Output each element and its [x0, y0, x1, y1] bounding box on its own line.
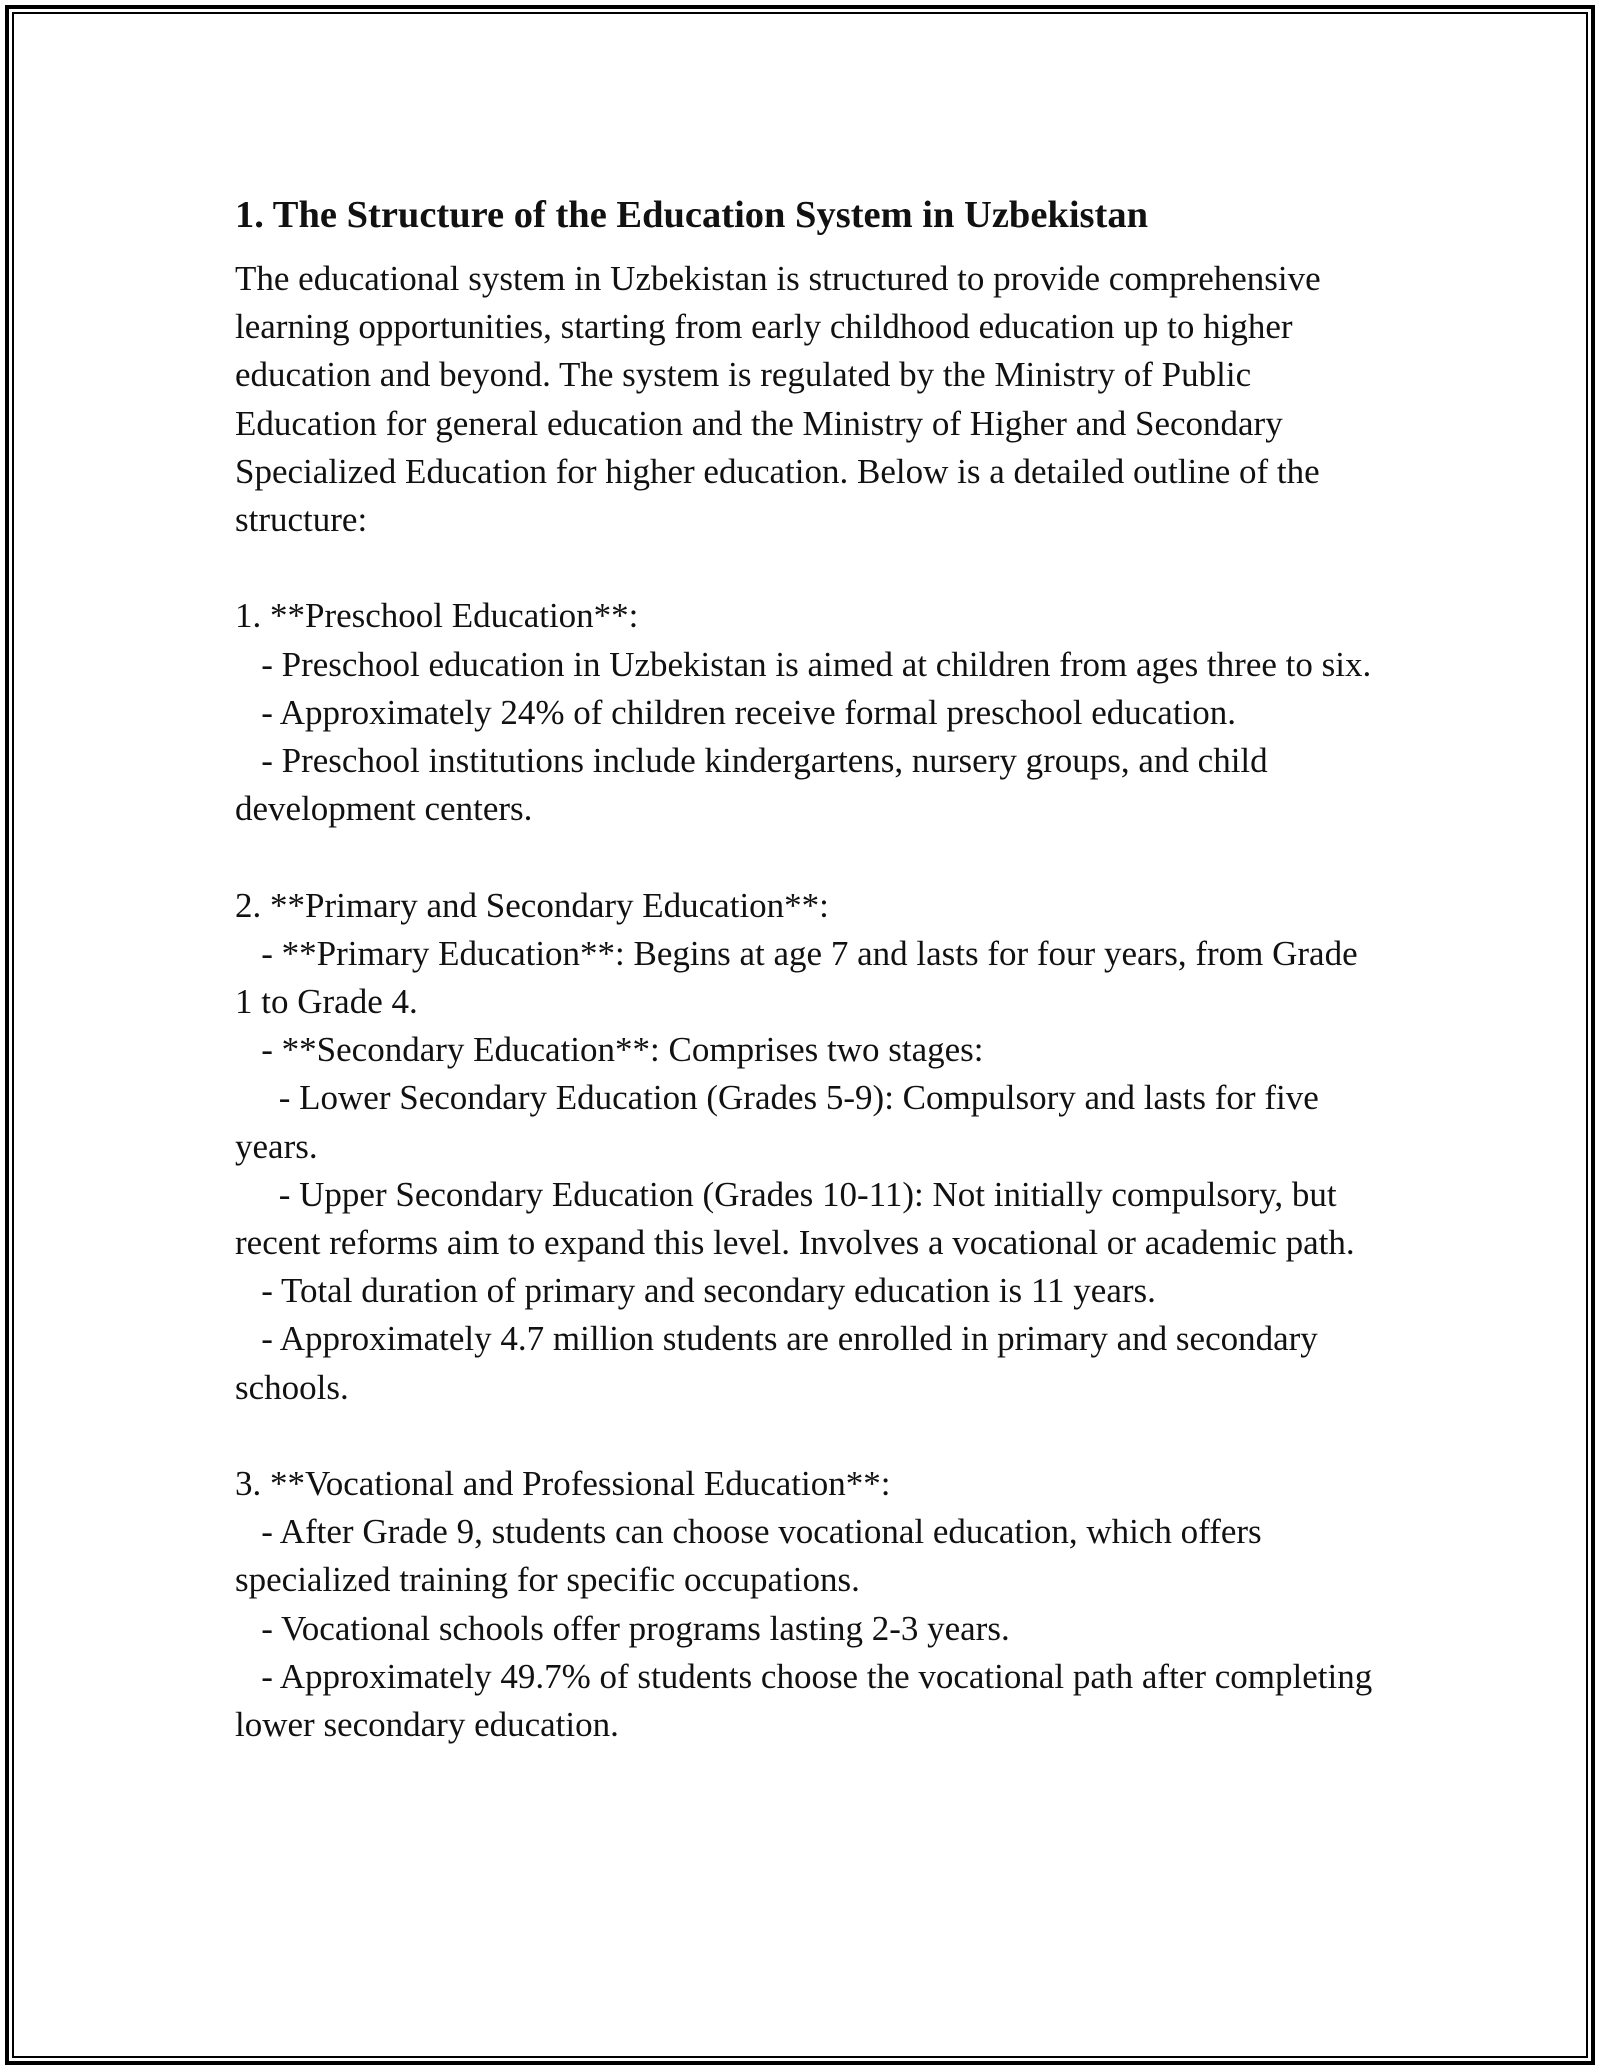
paragraph-gap [235, 833, 1380, 881]
paragraph-gap [235, 544, 1380, 592]
document-title: 1. The Structure of the Education System in Uzbekistan [235, 194, 1149, 236]
list-item: - Approximately 4.7 million students are enrolled in primary and secondary schools. [235, 1319, 1327, 1407]
section-heading: 3. **Vocational and Professional Education**: [235, 1464, 891, 1504]
section-vocational [235, 1460, 1380, 1749]
section-heading: 2. **Primary and Secondary Education**: [235, 885, 829, 925]
document-body [235, 183, 1380, 1749]
list-item: - **Primary Education**: Begins at age 7 and lasts for four years, from Grade 1 to Grade 4. [235, 933, 1367, 1022]
section-heading: 1. **Preschool Education**: [235, 596, 639, 636]
list-item: - Vocational schools offer programs lasting 2-3 years. [235, 1608, 1010, 1648]
list-item: - Approximately 49.7% of students choose the vocational path after completing lower secondary education. [235, 1656, 1381, 1745]
list-item: - Preschool education in Uzbekistan is aimed at children from ages three to six. [235, 644, 1372, 684]
section-preschool [235, 592, 1380, 833]
list-item: - Approximately 24% of children receive formal preschool education. [235, 692, 1237, 732]
section-primary-secondary [235, 882, 1380, 1412]
list-item: - After Grade 9, students can choose vocational education, which offers specialized training for specific occupations. [235, 1512, 1271, 1600]
list-item: - **Secondary Education**: Comprises two stages: [235, 1030, 984, 1070]
paragraph-gap [235, 1412, 1380, 1460]
list-item: - Preschool institutions include kindergartens, nursery groups, and child development centers. [235, 741, 1277, 829]
list-item: - Upper Secondary Education (Grades 10-11): Not initially compulsory, but recent reforms aim to expand this level. Involves a vocational or academic path. [235, 1174, 1355, 1263]
list-item: - Lower Secondary Education (Grades 5-9): Compulsory and lasts for five years. [235, 1078, 1328, 1166]
intro-paragraph: The educational system in Uzbekistan is structured to provide comprehensive learning opportunities, starting from early childhood education up to higher education and beyond. The system is regulated by the Ministry of Public Education for general education and the Ministry of Higher and Secondary Specialized Education for higher education. Below is a detailed outline of the structure: [235, 259, 1330, 540]
list-item: - Total duration of primary and secondary education is 11 years. [235, 1271, 1156, 1311]
